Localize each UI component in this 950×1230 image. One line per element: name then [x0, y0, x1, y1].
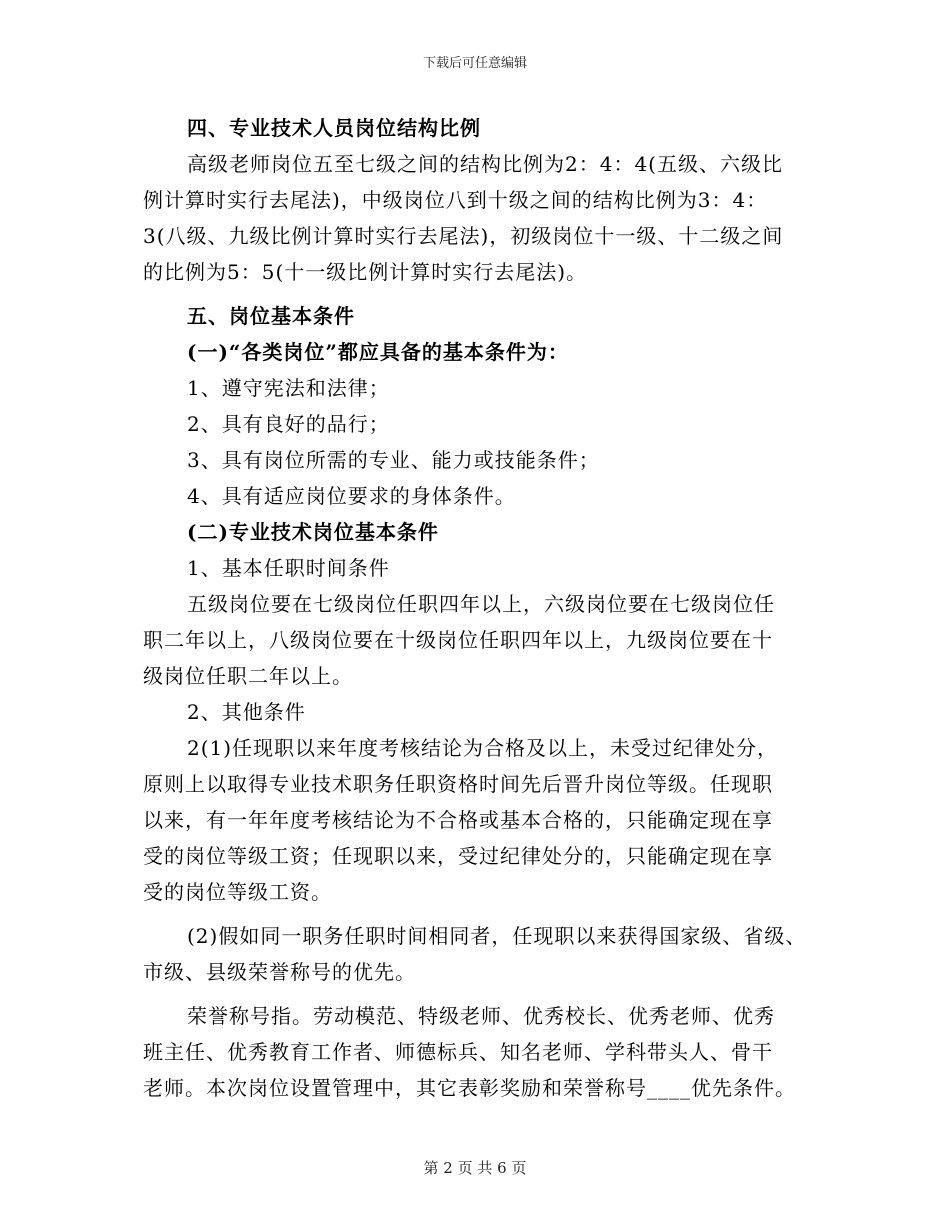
page-header: 下载后可任意编辑	[422, 56, 527, 71]
list-item: 1、遵守宪法和法律；	[187, 376, 390, 400]
page-footer: 第 2 页 共 6 页	[423, 1159, 527, 1177]
section-heading-4: 四、专业技术人员岗位结构比例	[187, 116, 481, 140]
paragraph-line: 1、基本任职时间条件	[187, 556, 390, 580]
paragraph-line: 市级、县级荣誉称号的优先。	[143, 960, 416, 984]
paragraph-line: 职二年以上，八级岗位要在十级岗位任职四年以上，九级岗位要在十	[143, 628, 773, 652]
paragraph-line: 以来，有一年年度考核结论为不合格或基本合格的，只能确定现在享	[143, 808, 773, 832]
paragraph-line: 荣誉称号指。劳动模范、特级老师、优秀校长、优秀老师、优秀	[187, 1004, 775, 1028]
subsection-heading-2: (二)专业技术岗位基本条件	[187, 520, 439, 544]
list-item: 3、具有岗位所需的专业、能力或技能条件；	[187, 448, 600, 472]
paragraph-line: 2(1)任现职以来年度考核结论为合格及以上，未受过纪律处分，	[187, 736, 779, 760]
paragraph-line: 老师。本次岗位设置管理中，其它表彰奖励和荣誉称号____优先条件。	[143, 1076, 796, 1100]
paragraph-line: 班主任、优秀教育工作者、师德标兵、知名老师、学科带头人、骨干	[143, 1040, 773, 1064]
document-body	[143, 110, 813, 1106]
paragraph-line: 3(八级、九级比例计算时实行去尾法)，初级岗位十一级、十二级之间	[143, 224, 784, 248]
paragraph-line: 2、其他条件	[187, 700, 306, 724]
paragraph-line: 级岗位任职二年以上。	[143, 664, 353, 688]
section-heading-5: 五、岗位基本条件	[187, 304, 355, 328]
subsection-heading-1: (一)“各类岗位”都应具备的基本条件为：	[187, 340, 569, 364]
paragraph-line: (2)假如同一职务任职时间相同者，任现职以来获得国家级、省级、	[187, 924, 807, 948]
paragraph-line: 的比例为5：5(十一级比例计算时实行去尾法)。	[143, 260, 588, 284]
list-item: 2、具有良好的品行；	[187, 412, 390, 436]
paragraph-line: 受的岗位等级工资；任现职以来，受过纪律处分的，只能确定现在享	[143, 844, 773, 868]
paragraph-line: 原则上以取得专业技术职务任职资格时间先后晋升岗位等级。任现职	[143, 772, 773, 796]
paragraph-line: 五级岗位要在七级岗位任职四年以上，六级岗位要在七级岗位任	[187, 592, 775, 616]
paragraph-line: 受的岗位等级工资。	[143, 880, 332, 904]
paragraph-line: 例计算时实行去尾法)，中级岗位八到十级之间的结构比例为3：4：	[143, 188, 768, 212]
paragraph-line: 高级老师岗位五至七级之间的结构比例为2：4：4(五级、六级比	[187, 152, 783, 176]
list-item: 4、具有适应岗位要求的身体条件。	[187, 484, 516, 508]
